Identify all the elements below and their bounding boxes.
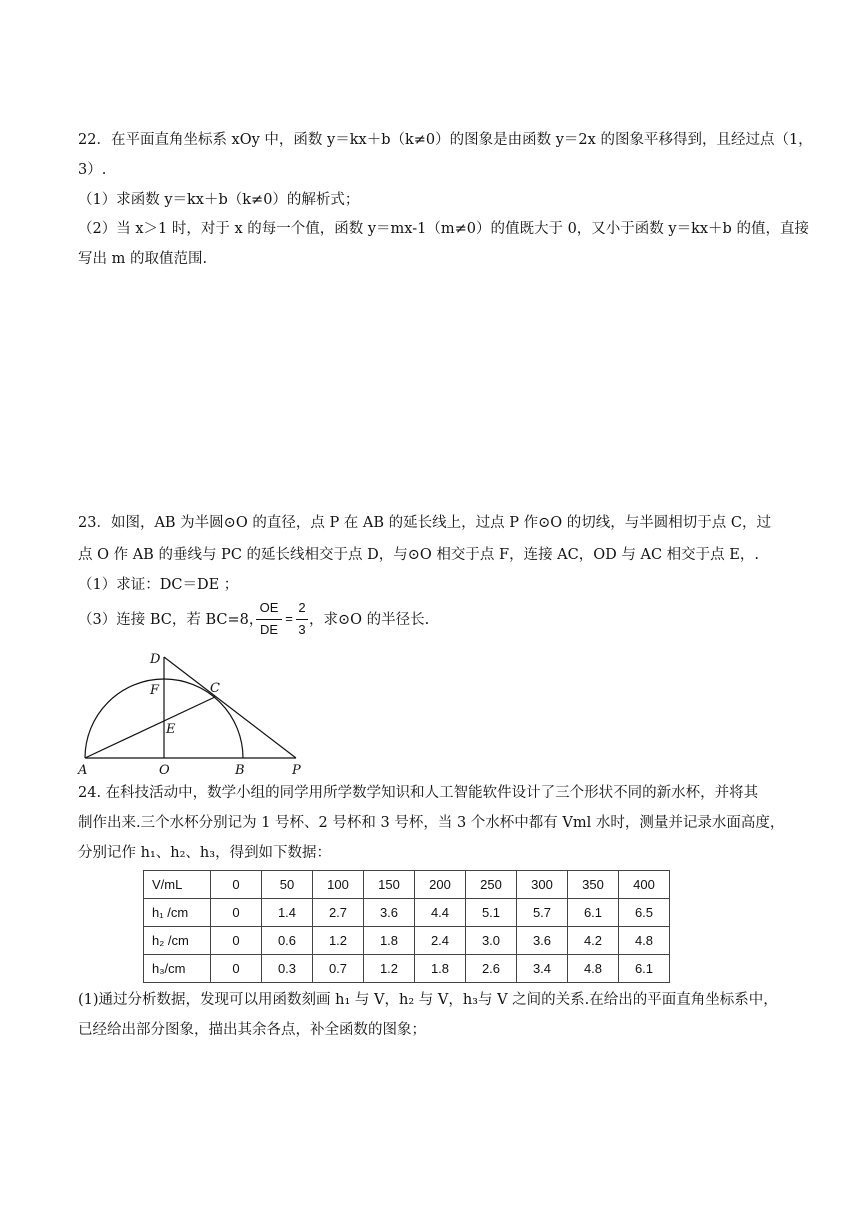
table-cell: 1.2 bbox=[313, 927, 364, 955]
label-e: E bbox=[166, 722, 176, 737]
table-cell: 1.8 bbox=[415, 955, 466, 983]
table-cell: 0.6 bbox=[262, 927, 313, 955]
q22-line-2: 3）. bbox=[78, 162, 107, 178]
label-a: A bbox=[78, 763, 88, 778]
table-cell: 1.2 bbox=[364, 955, 415, 983]
table-cell: 3.0 bbox=[466, 927, 517, 955]
table-cell: V/mL bbox=[144, 871, 211, 899]
fraction-bar-right bbox=[296, 619, 308, 620]
table-cell: 1.8 bbox=[364, 927, 415, 955]
q22-part-2: （2）当 x＞1 时，对于 x 的每一个值，函数 y＝mx-1（m≠0）的值既大于 0，又小于函数 y＝kx＋b 的值，直接 bbox=[78, 221, 809, 237]
q24-line-3: 分别记作 h₁、h₂、h₃，得到如下数据： bbox=[78, 845, 332, 861]
table-cell: h₁ /cm bbox=[144, 899, 211, 927]
table-cell: 5.1 bbox=[466, 899, 517, 927]
q24-line-2: 制作出来.三个水杯分别记为 1 号杯、2 号杯和 3 号杯，当 3 个水杯中都有 Vml 水时，测量并记录水面高度， bbox=[78, 815, 785, 831]
table-cell: 6.5 bbox=[619, 899, 670, 927]
table-cell: 4.4 bbox=[415, 899, 466, 927]
table-cell: 3.6 bbox=[364, 899, 415, 927]
fraction-2-numerator: 2 bbox=[298, 600, 306, 615]
fraction-3-denominator: 3 bbox=[298, 622, 306, 637]
label-p: P bbox=[292, 763, 301, 778]
table-cell: 6.1 bbox=[568, 899, 619, 927]
table-cell: 150 bbox=[364, 871, 415, 899]
fraction-oe-numerator: OE bbox=[259, 600, 279, 615]
table-cell: 3.4 bbox=[517, 955, 568, 983]
table-cell: 0 bbox=[211, 871, 262, 899]
label-c: C bbox=[210, 681, 220, 696]
table-cell: 200 bbox=[415, 871, 466, 899]
table-cell: 50 bbox=[262, 871, 313, 899]
q23-line-1: 23．如图，AB 为半圆⊙O 的直径，点 P 在 AB 的延长线上，过点 P 作⊙O 的切线，与半圆相切于点 C，过 bbox=[78, 515, 771, 531]
table-cell: 2.6 bbox=[466, 955, 517, 983]
label-o: O bbox=[159, 763, 170, 778]
table-cell: 4.8 bbox=[619, 927, 670, 955]
table-cell: 400 bbox=[619, 871, 670, 899]
label-f: F bbox=[150, 683, 160, 698]
fraction-equals: = bbox=[285, 611, 293, 626]
table-cell: h₃/cm bbox=[144, 955, 211, 983]
table-cell: 100 bbox=[313, 871, 364, 899]
q23-line-2: 点 O 作 AB 的垂线与 PC 的延长线相交于点 D，与⊙O 相交于点 F，连接 AC，OD 与 AC 相交于点 E，. bbox=[78, 547, 759, 563]
table-cell: 0 bbox=[211, 899, 262, 927]
q23-part-1: （1）求证：DC＝DE ； bbox=[78, 577, 239, 593]
table-cell: 6.1 bbox=[619, 955, 670, 983]
q22-part-2-cont: 写出 m 的取值范围. bbox=[78, 251, 208, 267]
q23-part-3-prefix: （3）连接 BC，若 BC=8， bbox=[78, 612, 264, 628]
table-cell: 0 bbox=[211, 955, 262, 983]
table-cell: 350 bbox=[568, 871, 619, 899]
table-cell: 1.4 bbox=[262, 899, 313, 927]
q22-line-1: 22．在平面直角坐标系 xOy 中，函数 y＝kx＋b（k≠0）的图象是由函数 y＝2x 的图象平移得到，且经过点（1， bbox=[78, 132, 813, 148]
table-cell: 4.8 bbox=[568, 955, 619, 983]
table-cell: 2.4 bbox=[415, 927, 466, 955]
table-row bbox=[144, 927, 670, 955]
table-cell: h₂ /cm bbox=[144, 927, 211, 955]
table-cell: 4.2 bbox=[568, 927, 619, 955]
table-row bbox=[144, 899, 670, 927]
q24-line-1: 24. 在科技活动中，数学小组的同学用所学数学知识和人工智能软件设计了三个形状不同的新水杯，并将其 bbox=[78, 785, 759, 801]
label-d: D bbox=[150, 652, 161, 667]
table-cell: 0.7 bbox=[313, 955, 364, 983]
label-b: B bbox=[235, 763, 245, 778]
q24-part-1: (1)通过分析数据，发现可以用函数刻画 h₁ 与 V，h₂ 与 V，h₃与 V 之间的关系.在给出的平面直角坐标系中， bbox=[78, 992, 778, 1008]
water-cup-data-table bbox=[143, 870, 670, 983]
table-cell: 250 bbox=[466, 871, 517, 899]
table-cell: 5.7 bbox=[517, 899, 568, 927]
q23-part-3-suffix: ，求⊙O 的半径长. bbox=[309, 612, 430, 628]
semicircle-geometry-figure bbox=[70, 648, 390, 778]
table-cell: 2.7 bbox=[313, 899, 364, 927]
table-cell: 300 bbox=[517, 871, 568, 899]
table-row bbox=[144, 955, 670, 983]
fraction-de-denominator: DE bbox=[259, 622, 279, 637]
q24-part-1-cont: 已经给出部分图象，描出其余各点，补全函数的图象； bbox=[78, 1022, 426, 1038]
table-cell: 0.3 bbox=[262, 955, 313, 983]
table-cell: 3.6 bbox=[517, 927, 568, 955]
q22-part-1: （1）求函数 y＝kx＋b（k≠0）的解析式； bbox=[78, 192, 360, 208]
fraction-bar-left bbox=[256, 619, 282, 620]
table-cell: 0 bbox=[211, 927, 262, 955]
table-row bbox=[144, 871, 670, 899]
